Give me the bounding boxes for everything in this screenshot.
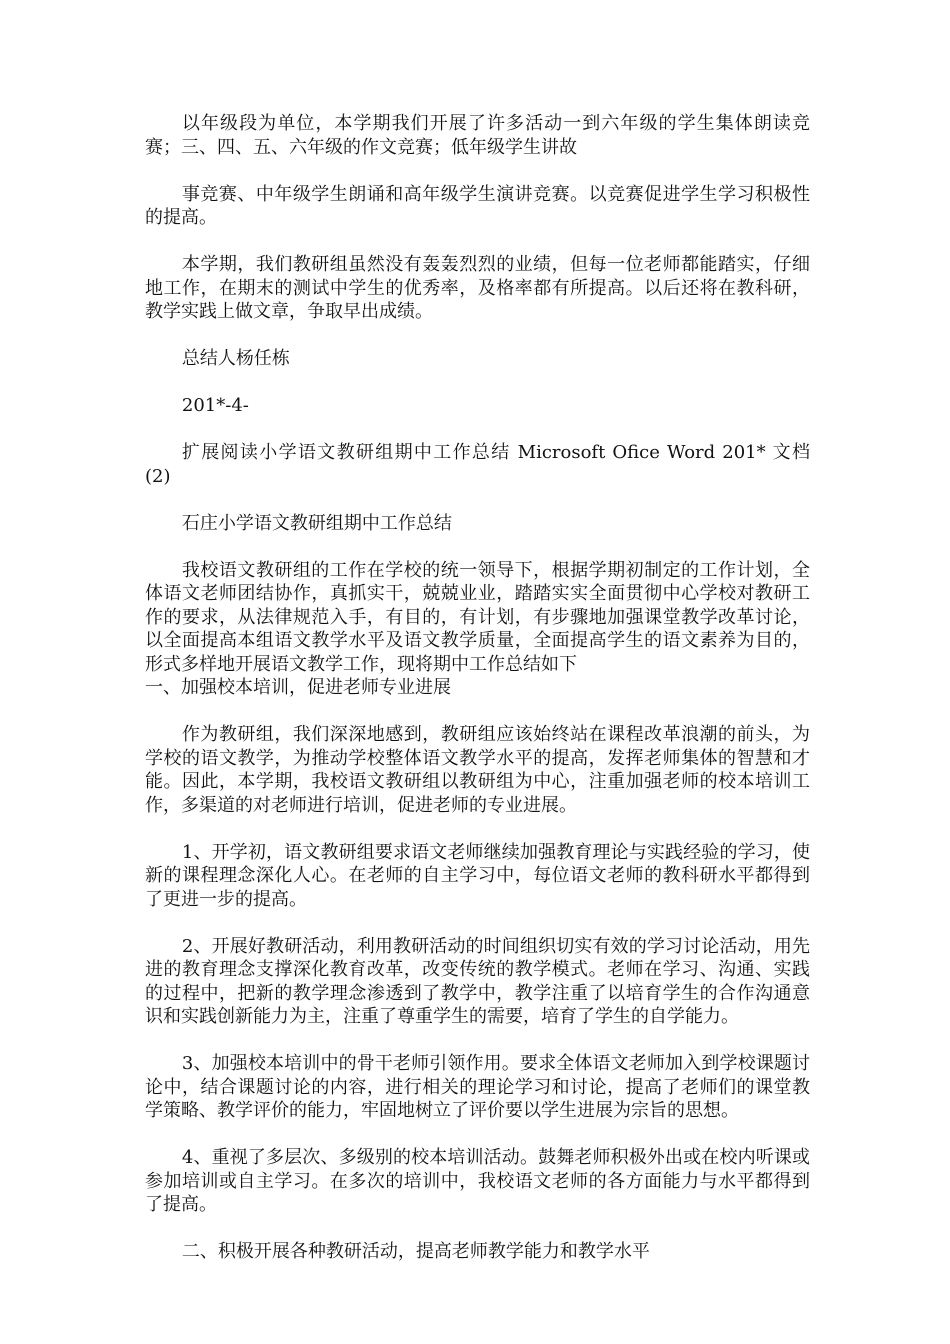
list-item-1: 1、开学初，语文教研组要求语文老师继续加强教育理论与实践经验的学习，使新的课程理念深化人心。在老师的自主学习中，每位语文老师的教科研水平都得到了更进一步的提高。 xyxy=(145,841,810,910)
list-item-2: 2、开展好教研活动，利用教研活动的时间组织切实有效的学习讨论活动，用先进的教育理念支撑深化教育改革，改变传统的教学模式。老师在学习、沟通、实践的过程中，把新的教学理念渗透到了教学中，教学注重了以培育学生的合作沟通意识和实践创新能力为主，注重了尊重学生的需要，培育了学生的自学能力。 xyxy=(145,935,810,1027)
summary-author: 总结人杨任栋 xyxy=(181,348,290,369)
list-item-4: 4、重视了多层次、多级别的校本培训活动。鼓舞老师积极外出或在校内听课或参加培训或自主学习。在多次的培训中，我校语文老师的各方面能力与水平都得到了提高。 xyxy=(145,1147,810,1215)
section-heading-2: 二、积极开展各种教研活动，提高老师教学能力和教学水平 xyxy=(181,1241,650,1262)
section-heading-1: 一、加强校本培训，促进老师专业进展 xyxy=(145,677,451,698)
document-body xyxy=(145,112,810,1287)
list-item-3: 3、加强校本培训中的骨干老师引领作用。要求全体语文老师加入到学校课题讨论中，结合课题讨论的内容，进行相关的理论学习和讨论，提高了老师们的课堂教学策略、教学评价的能力，牢固地树立了评价要以学生进展为宗旨的思想。 xyxy=(145,1053,810,1121)
summary-date: 201*-4- xyxy=(181,395,249,416)
paragraph-section-1-intro: 作为教研组，我们深深地感到，教研组应该始终站在课程改革浪潮的前头，为学校的语文教学，为推动学校整体语文教学水平的提高，发挥老师集体的智慧和才能。因此，本学期，我校语文教研组以教研组为中心，注重加强老师的校本培训工作，多渠道的对老师进行培训，促进老师的专业进展。 xyxy=(145,724,810,816)
paragraph-contests-continued: 事竞赛、中年级学生朗诵和高年级学生演讲竞赛。以竞赛促进学生学习积极性的提高。 xyxy=(145,183,810,228)
extended-reading-title: 扩展阅读小学语文教研组期中工作总结 Microsoft Ofice Word 201* 文档 (2) xyxy=(145,442,810,487)
paragraph-reading-contests: 以年级段为单位，本学期我们开展了许多活动一到六年级的学生集体朗读竞赛；三、四、五、六年级的作文竞赛；低年级学生讲故 xyxy=(145,113,810,158)
paragraph-introduction: 我校语文教研组的工作在学校的统一领导下，根据学期初制定的工作计划，全体语文老师团结协作，真抓实干，兢兢业业，踏踏实实全面贯彻中心学校对教研工作的要求，从法律规范入手，有目的，有计划，有步骤地加强课堂教学改革讨论，以全面提高本组语文教学水平及语文教学质量，全面提高学生的语文素养为目的，形式多样地开展语文教学工作，现将期中工作总结如下 xyxy=(145,559,810,675)
document-title: 石庄小学语文教研组期中工作总结 xyxy=(181,512,452,534)
paragraph-semester-results: 本学期，我们教研组虽然没有轰轰烈烈的业绩，但每一位老师都能踏实，仔细地工作，在期末的测试中学生的优秀率，及格率都有所提高。以后还将在教科研，教学实践上做文章，争取早出成绩。 xyxy=(145,254,810,322)
